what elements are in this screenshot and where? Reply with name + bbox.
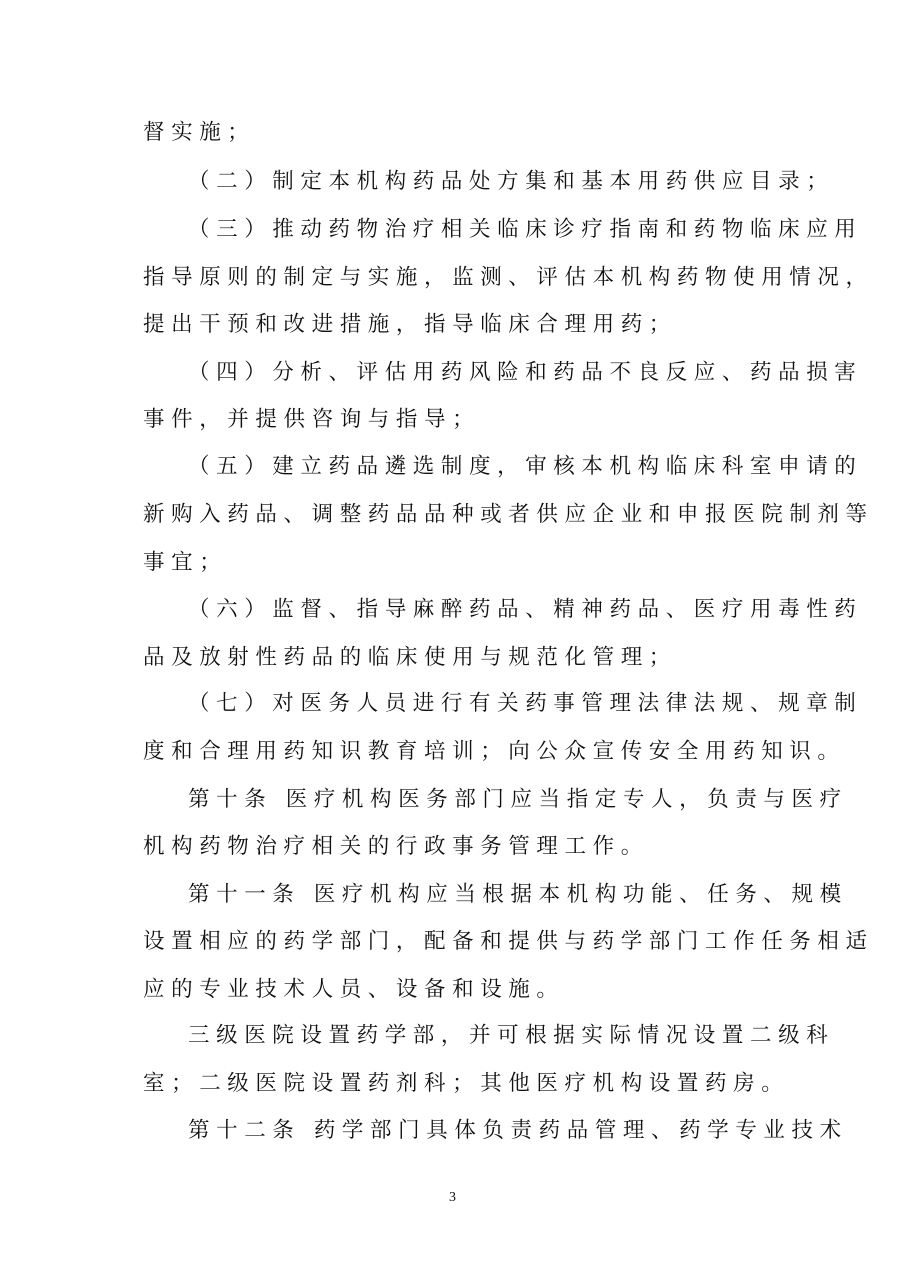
- text-line: （四）分析、评估用药风险和药品不良反应、药品损害: [188, 360, 863, 385]
- text-line: 新购入药品、调整药品品种或者供应企业和申报医院制剂等: [143, 502, 874, 527]
- text-line: （三）推动药物治疗相关临床诊疗指南和药物临床应用: [188, 217, 863, 242]
- text-line: 机构药物治疗相关的行政事务管理工作。: [143, 834, 649, 859]
- text-line: 三级医院设置药学部，并可根据实际情况设置二级科: [188, 1023, 835, 1048]
- text-line: 督实施；: [143, 120, 256, 145]
- text-line: （五）建立药品遴选制度，审核本机构临床科室申请的: [188, 454, 863, 479]
- text-line: （二）制定本机构药品处方集和基本用药供应目录；: [188, 169, 835, 194]
- text-line: 指导原则的制定与实施，监测、评估本机构药物使用情况，: [143, 265, 874, 290]
- text-line: 应的专业技术人员、设备和设施。: [143, 977, 565, 1002]
- text-line: （六）监督、指导麻醉药品、精神药品、医疗用毒性药: [188, 597, 863, 622]
- text-line: 度和合理用药知识教育培训；向公众宣传安全用药知识。: [143, 739, 846, 764]
- text-line: （七）对医务人员进行有关药事管理法律法规、规章制: [188, 691, 863, 716]
- text-line: 品及放射性药品的临床使用与规范化管理；: [143, 645, 677, 670]
- text-line: 事件，并提供咨询与指导；: [143, 407, 481, 432]
- text-line: 事宜；: [143, 550, 228, 575]
- text-line: 提出干预和改进措施，指导临床合理用药；: [143, 312, 677, 337]
- page-number: 3: [449, 1190, 456, 1205]
- text-line: 设置相应的药学部门，配备和提供与药学部门工作任务相适: [143, 929, 874, 954]
- text-line: 第十条 医疗机构医务部门应当指定专人，负责与医疗: [188, 787, 848, 812]
- text-line: 第十一条 医疗机构应当根据本机构功能、任务、规模: [188, 882, 848, 907]
- text-line: 室；二级医院设置药剂科；其他医疗机构设置药房。: [143, 1071, 790, 1096]
- text-line: 第十二条 药学部门具体负责药品管理、药学专业技术: [188, 1118, 848, 1143]
